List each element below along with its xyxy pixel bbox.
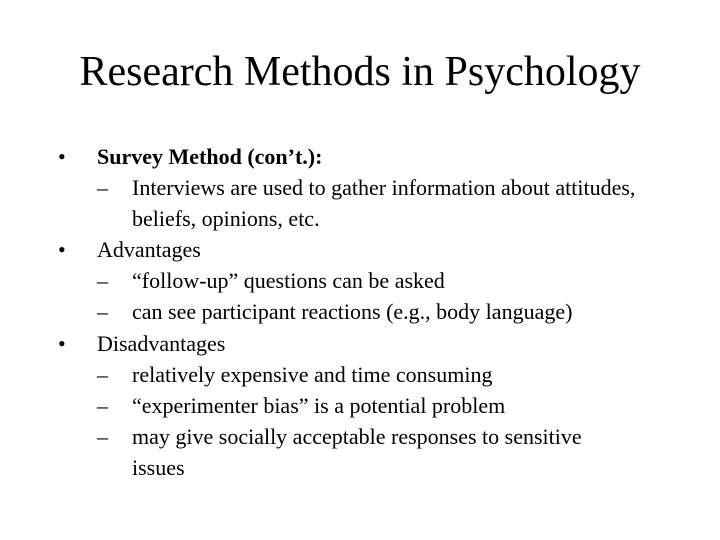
subitem-experimenter-bias: “experimenter bias” is a potential problem <box>132 393 506 418</box>
subitem-interviews: Interviews are used to gather information about attitudes, beliefs, opinions, etc. <box>132 175 636 231</box>
bullet-disadvantages: Disadvantages <box>97 331 226 356</box>
slide-title: Research Methods in Psychology <box>79 49 641 95</box>
subitem-follow-up: “follow-up” questions can be asked <box>132 268 445 293</box>
dash-marker: – <box>97 175 108 200</box>
subitem-expensive: relatively expensive and time consuming <box>132 362 493 387</box>
dash-marker: – <box>97 268 108 293</box>
dash-marker: – <box>97 362 108 387</box>
bullet-marker: • <box>58 237 66 262</box>
dash-marker: – <box>97 393 108 418</box>
dash-marker: – <box>97 424 108 449</box>
subitem-participant-reactions: can see participant reactions (e.g., body language) <box>132 299 573 324</box>
bullet-marker: • <box>58 331 66 356</box>
dash-marker: – <box>97 299 108 324</box>
subitem-socially-acceptable: may give socially acceptable responses to sensitive issues <box>132 424 582 480</box>
bullet-survey-method: Survey Method (con’t.): <box>97 144 323 169</box>
bullet-advantages: Advantages <box>97 237 201 262</box>
bullet-marker: • <box>58 144 66 169</box>
